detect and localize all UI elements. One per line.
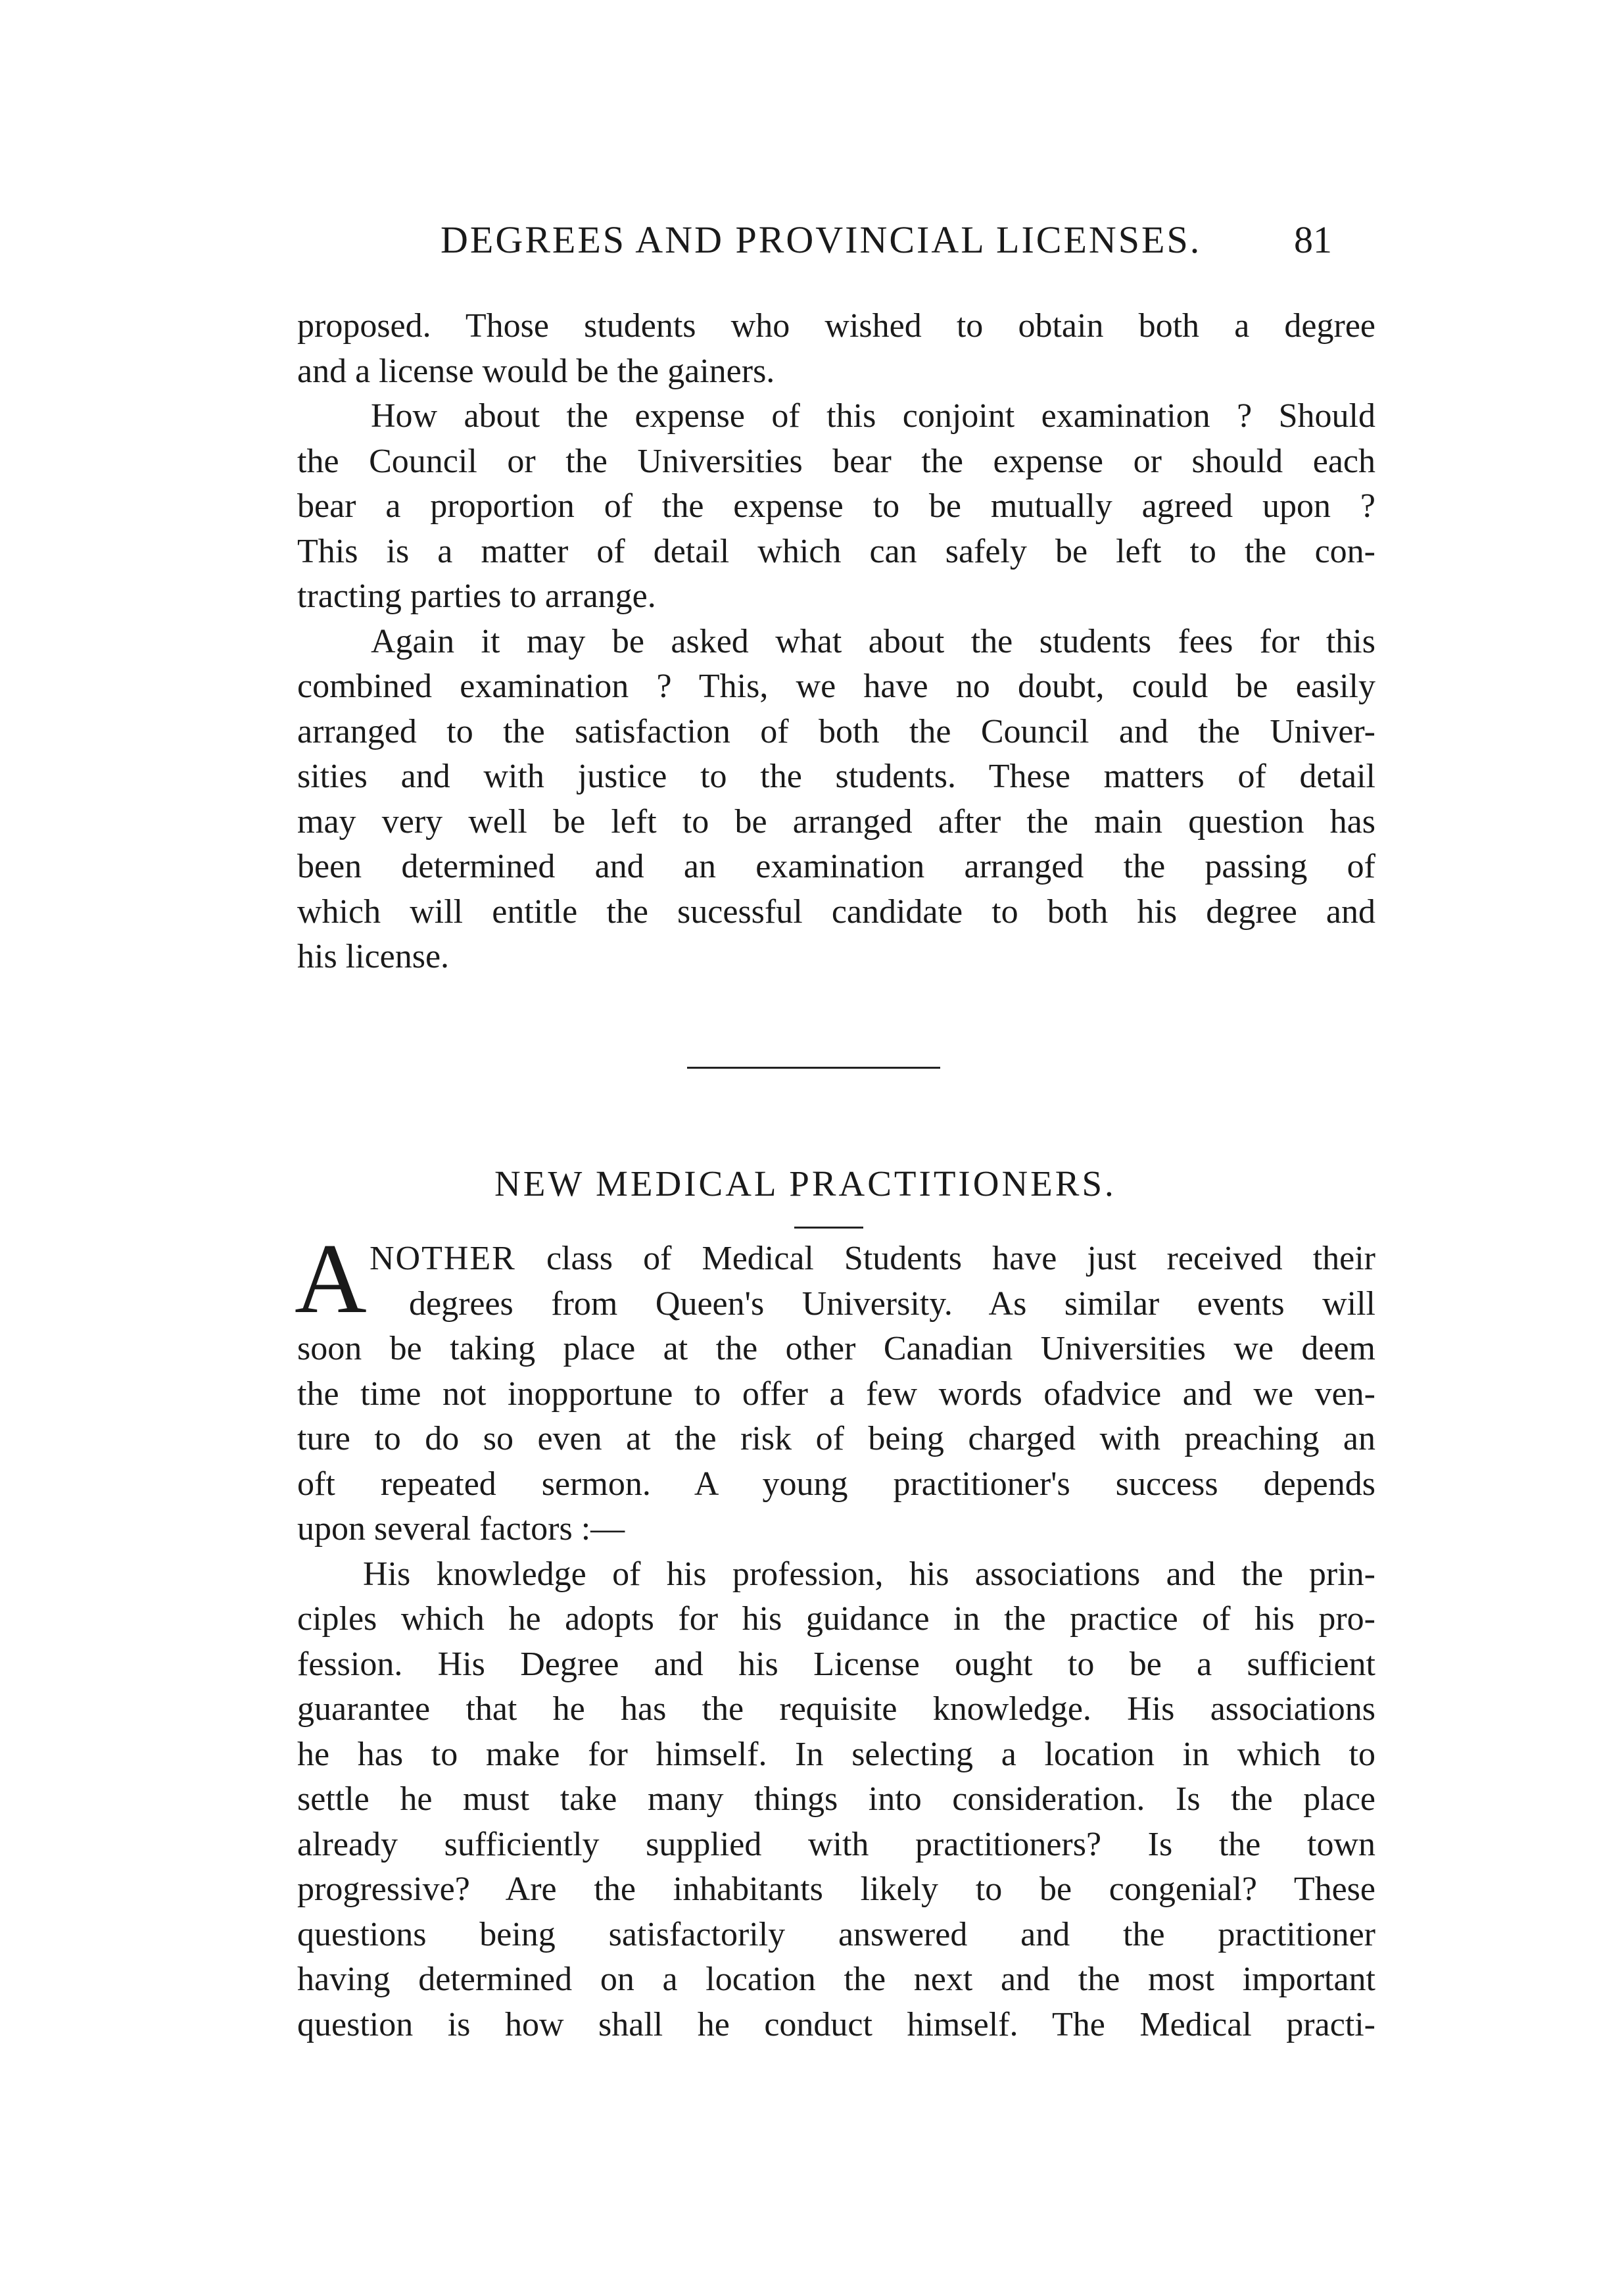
title-underline-rule (794, 1227, 863, 1229)
text-line: bear a proportion of the expense to be mutually agreed upon ? (297, 487, 1375, 525)
section-continuation-text (297, 304, 1375, 980)
text-line: upon several factors :— (297, 1510, 625, 1548)
text-line: may very well be left to be arranged after the main question has (297, 802, 1375, 841)
text-line: How about the expense of this conjoint examination ? Should (371, 397, 1375, 435)
text-line: already sufficiently supplied with practitioners? Is the town (297, 1825, 1375, 1863)
text-line: ture to do so even at the risk of being charged with preaching an (297, 1420, 1375, 1457)
text-line: fession. His Degree and his License ought to be a sufficient (297, 1645, 1375, 1683)
text-line: ciples which he adopts for his guidance in the practice of his pro- (297, 1600, 1375, 1638)
text-line: combined examination ? This, we have no doubt, could be easily (297, 668, 1375, 705)
text-line: sities and with justice to the students. These matters of detail (297, 758, 1375, 795)
text-line: been determined and an examination arranged the passing of (297, 848, 1375, 885)
text-line: arranged to the satisfaction of both the Council and the Univer- (297, 712, 1375, 750)
first-line-rest: class of Medical Students have just received their (515, 1240, 1375, 1277)
text-line: Again it may be asked what about the students fees for this (371, 622, 1375, 660)
text-line: His knowledge of his profession, his associations and the prin- (363, 1555, 1375, 1593)
page-number: 81 (1294, 218, 1332, 261)
text-line: proposed. Those students who wished to obtain both a degree (297, 307, 1375, 345)
drop-cap-letter: A (295, 1223, 367, 1334)
text-line: soon be taking place at the other Canadian Universities we deem (297, 1330, 1375, 1367)
section-title: NEW MEDICAL PRACTITIONERS. (494, 1163, 1116, 1204)
text-line: degrees from Queen's University. As similar events will (409, 1284, 1375, 1323)
text-line: guarantee that he has the requisite knowledge. His associations (297, 1690, 1375, 1728)
text-line: progressive? Are the inhabitants likely to be congenial? These (297, 1870, 1375, 1908)
text-line: and a license would be the gainers. (297, 352, 775, 390)
text-line: the Council or the Universities bear the expense or should each (297, 442, 1375, 480)
section-body-text (297, 1236, 1375, 2047)
text-line: question is how shall he conduct himself. The Medical practi- (297, 2005, 1375, 2043)
text-line: tracting parties to arrange. (297, 577, 656, 615)
text-line: settle he must take many things into consideration. Is the place (297, 1780, 1375, 1818)
section-separator-rule (687, 1067, 940, 1069)
text-line: having determined on a location the next and the most important (297, 1961, 1375, 1998)
running-head-title: DEGREES AND PROVINCIAL LICENSES. (441, 218, 1202, 261)
text-line: questions being satisfactorily answered and the practitioner (297, 1915, 1375, 1953)
text-line: This is a matter of detail which can safely be left to the con- (297, 532, 1375, 570)
text-line: which will entitle the sucessful candidate to both his degree and (297, 892, 1375, 931)
text-line: the time not inopportune to offer a few words ofadvice and we ven- (297, 1375, 1375, 1413)
text-line: he has to make for himself. In selecting a location in which to (297, 1735, 1375, 1773)
text-line: his license. (297, 938, 450, 975)
first-line (297, 1236, 1375, 1282)
lead-word: NOTHER (370, 1240, 516, 1277)
text-line: oft repeated sermon. A young practitioner's success depends (297, 1465, 1375, 1503)
